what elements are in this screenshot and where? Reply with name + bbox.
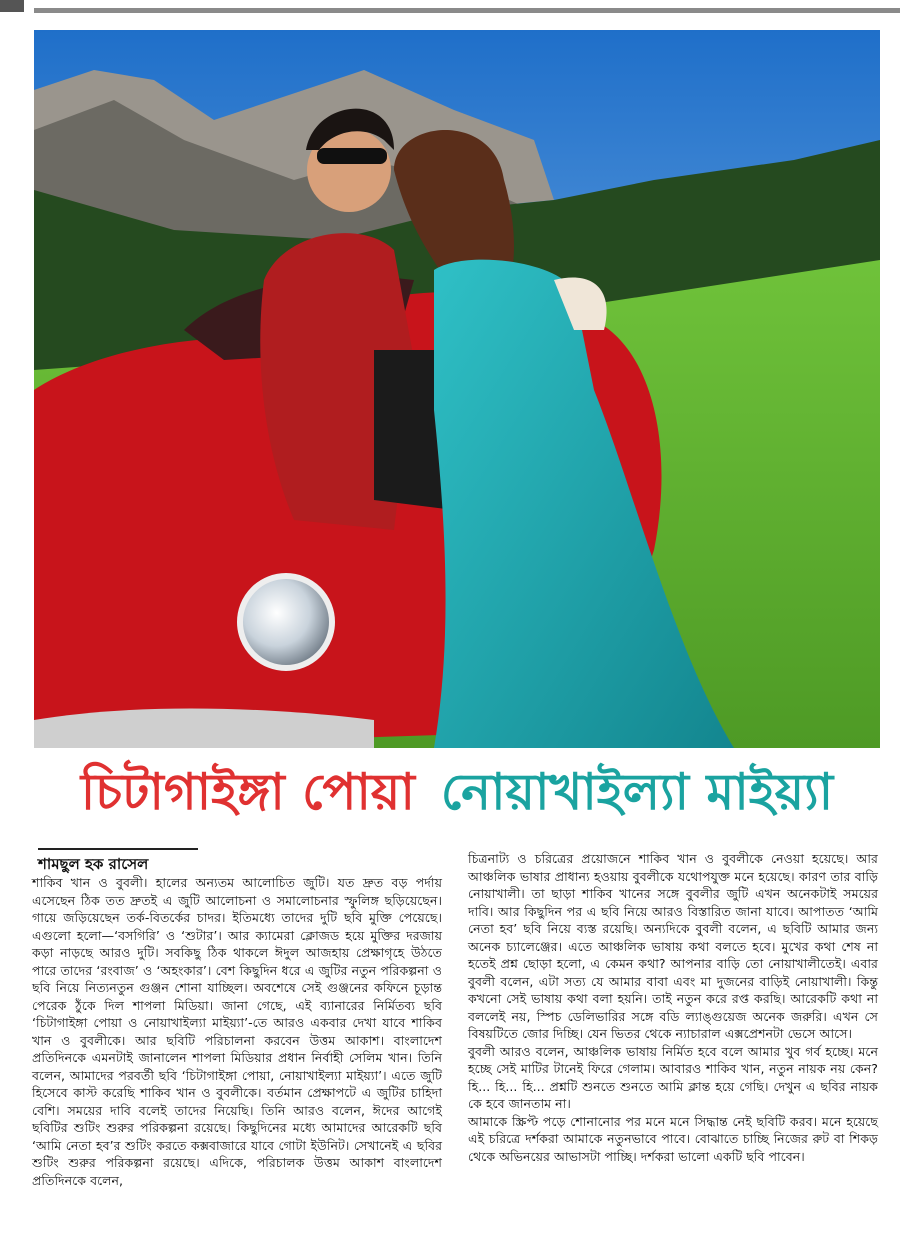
headline <box>34 752 880 832</box>
header-rule <box>34 8 900 13</box>
paragraph: আমাকে স্ক্রিপ্ট পড়ে শোনানোর পর মনে মনে সিদ্ধান্ত নেই ছবিটি করব। মনে হয়েছে এই চরিত্রে দর্শকরা আমাকে নতুনভাবে পাবে। বোঝাতে চাচ্ছি নিজের রুট বা শিকড় থেকে অভিনয়ের আভাসটা পাচ্ছি। দর্শকরা ভালো একটি ছবি পাবেন। <box>468 1113 878 1164</box>
article-column-left <box>32 874 442 1189</box>
byline: শামছুল হক রাসেল <box>38 848 198 878</box>
paragraph: শাকিব খান ও বুবলী। হালের অন্যতম আলোচিত জুটি। যত দ্রুত বড় পর্দায় এসেছেন ঠিক তত দ্রুতই এ জুটি আলোচনা ও সমালোচনার স্ফুলিঙ্গ ছড়িয়েছেন। গায়ে জড়িয়েছেন তর্ক-বিতর্কের চাদর। ইতিমধ্যে তাদের দুটি ছবি মুক্তি পেয়েছে। এগুলো হলো—‘বসগিরি’ ও ‘শুটার’। আর ক্যামেরা ক্লোজড হয়ে মুক্তির দরজায় কড়া নাড়ছে আরও দুটি। সবকিছু ঠিক থাকলে ঈদুল আজহায় প্রেক্ষাগৃহে উঠতে পারে তাদের ‘রংবাজ’ ও ‘অহংকার’। বেশ কিছুদিন ধরে এ জুটির নতুন পরিকল্পনা ও ছবি নিয়ে নিত্যনতুন গুঞ্জন শোনা যাচ্ছিল। অবশেষে সেই গুঞ্জনের কফিনে চূড়ান্ত পেরেক ঠুঁকে দিল শাপলা মিডিয়া। জানা গেছে, এই ব্যানারের নির্মিতব্য ছবি ‘চিটাগাইঙ্গা পোয়া ও নোয়াখাইল্যা মাইয়্যা’-তে আরও একবার দেখা যাবে শাকিব খান ও বুবলীকে। আর ছবিটি পরিচালনা করবেন উত্তম আকাশ। বাংলাদেশ প্রতিদিনকে এমনটাই জানালেন শাপলা মিডিয়ার প্রধান নির্বাহী সেলিম খান। তিনি বলেন, আমাদের পরবর্তী ছবি ‘চিটাগাইঙ্গা পোয়া, নোয়াখাইল্যা মাইয়্যা’। এতে জুটি হিসেবে কাস্ট করেছি শাকিব খান ও বুবলীকে। বর্তমান প্রেক্ষাপটে এ জুটির চাহিদা বেশি। সময়ের দাবি বলেই তাদের নিয়েছি। তিনি আরও বলেন, ঈদের আগেই ছবিটির শুটিং শুরুর পরিকল্পনা রয়েছে। কিছুদিনের মধ্যে আমাদের আরেকটি ছবি ‘আমি নেতা হব’র শুটিং করতে কক্সবাজারে যাবে গোটা ইউনিট। সেখানেই এ ছবির শুটিং শুরুর পরিকল্পনা রয়েছে। এদিকে, পরিচালক উত্তম আকাশ বাংলাদেশ প্রতিদিনকে বলেন, <box>32 875 442 1188</box>
headline-part-2: নোয়াখাইল্যা মাইয়্যা <box>440 763 834 821</box>
article-photo <box>34 30 880 748</box>
headline-part-1: চিটাগাইঙ্গা পোয়া <box>80 763 415 821</box>
car-headlight <box>240 576 332 668</box>
article-column-right <box>468 850 878 1165</box>
header-rule-mark <box>0 0 24 12</box>
photo-illustration <box>34 30 880 748</box>
paragraph: বুবলী আরও বলেন, আঞ্চলিক ভাষায় নির্মিত হবে বলে আমার খুব গর্ব হচ্ছে। মনে হচ্ছে সেই মাটির টানেই ফিরে গেলাম। আবারও শাকিব খান, নতুন নায়ক নয় কেন? হি... হি... হি... প্রশ্নটি শুনতে শুনতে আমি ক্লান্ত হয়ে গেছি। দেখুন এ ছবির নায়ক কে হবে জানতাম না। <box>468 1043 878 1111</box>
sunglasses <box>317 148 387 164</box>
paragraph: চিত্রনাট্য ও চরিত্রের প্রয়োজনে শাকিব খান ও বুবলীকে নেওয়া হয়েছে। আর আঞ্চলিক ভাষার প্রাধান্য হওয়ায় বুবলীকে যথোপযুক্ত মনে হয়েছে। কারণ তার বাড়ি নোয়াখালী। তা ছাড়া শাকিব খানের সঙ্গে বুবলীর জুটি এখন অনেকটাই সময়ের দাবি। আর কিছুদিন পর এ ছবি নিয়ে আরও বিস্তারিত জানা যাবে। আপাতত ‘আমি নেতা হব’ ছবি নিয়ে ব্যস্ত রয়েছি। অন্যদিকে বুবলী বলেন, এ ছবিটি আমার জন্য অনেক চ্যালেঞ্জের। এতে আঞ্চলিক ভাষায় কথা বলতে হবে। মুখের কথা শেষ না হতেই প্রশ্ন ছোড়া হলো, এ কেমন কথা? আপনার বাড়ি তো নোয়াখালীতেই। এবার বুবলী বলেন, এটা সত্য যে আমার বাবা এবং মা দুজনের বাড়িই নোয়াখালী। কিন্তু কখনো সেই ভাষায় কথা বলা হয়নি। তাই নতুন করে রপ্ত করছি। আরেকটি কথা না বললেই নয়, স্পিচ ডেলিভারির সঙ্গে বডি ল্যাঙ্গুয়েজ অনেক জরুরি। এখন সে বিষয়টিতে জোর দিচ্ছি। যেন ভিতর থেকে ন্যাচারাল এক্সপ্রেশনটা ভেসে আসে। <box>468 851 878 1041</box>
